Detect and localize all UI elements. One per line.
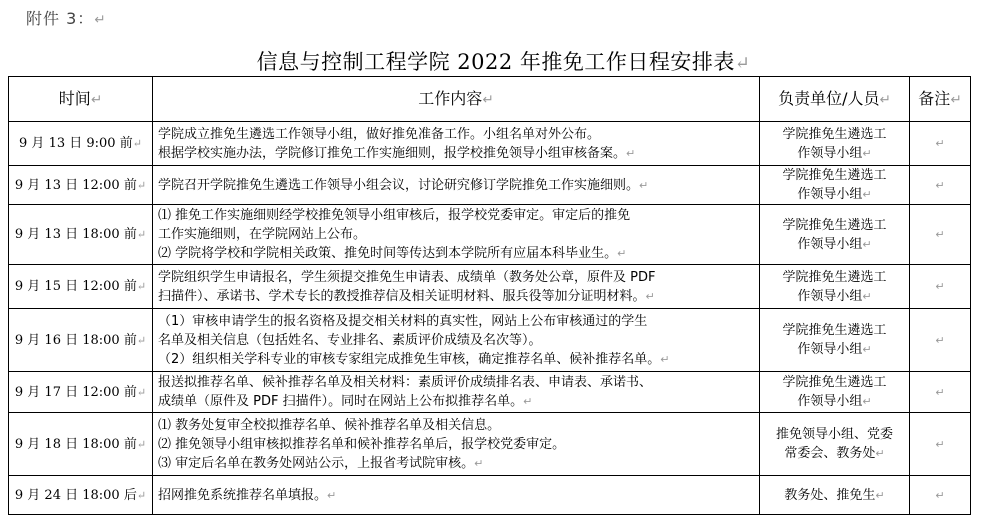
paragraph-mark-icon: ↵: [935, 488, 945, 502]
paragraph-mark-icon: ↵: [935, 178, 945, 192]
unit-cell: [760, 309, 910, 372]
unit-line: [765, 268, 904, 287]
header-time: 时间↵: [9, 77, 153, 122]
unit-text: 学院推免生遴选工: [782, 323, 887, 338]
paragraph-mark-icon: ↵: [875, 488, 885, 502]
content-cell: [153, 205, 760, 265]
unit-text: 推免领导小组、党委: [775, 427, 893, 442]
content-line: [158, 312, 754, 331]
paragraph-mark-icon: ↵: [862, 237, 872, 251]
unit-text: 学院推免生遴选工: [782, 375, 887, 390]
paragraph-mark-icon: ↵: [935, 280, 945, 293]
remark-cell: [910, 413, 971, 476]
unit-line: [765, 287, 904, 306]
content-line: [158, 144, 754, 163]
table-row: [9, 205, 971, 265]
table-header-row: [9, 77, 971, 122]
table-body: [9, 122, 971, 515]
time-cell: [9, 372, 153, 413]
paragraph-mark-icon: ↵: [862, 395, 872, 408]
content-line: [158, 331, 754, 350]
paragraph-mark-icon: ↵: [136, 333, 147, 347]
header-remark: 备注↵: [910, 77, 971, 122]
time-cell: [9, 309, 153, 372]
content-text: 工作实施细则，在学院网站上公布。: [158, 227, 367, 242]
paragraph-mark-icon: ↵: [639, 178, 649, 192]
content-line: [158, 176, 754, 195]
unit-line: [765, 340, 904, 359]
content-line: [158, 486, 754, 505]
content-text: ⑵ 学院将学校和学院相关政策、推免时间等传达到本学院所有应届本科毕业生。: [158, 246, 618, 261]
remark-cell: [910, 372, 971, 413]
paragraph-mark-icon: ↵: [879, 91, 891, 108]
paragraph-mark-icon: ↵: [474, 456, 484, 470]
time-cell: [9, 205, 153, 265]
schedule-table: [8, 76, 971, 515]
paragraph-mark-icon: ↵: [327, 488, 337, 502]
content-line: [158, 225, 754, 244]
unit-line: [765, 216, 904, 235]
remark-cell: [910, 166, 971, 205]
paragraph-mark-icon: ↵: [875, 447, 885, 460]
content-line: [158, 373, 754, 392]
time-cell: [9, 265, 153, 309]
remark-cell: [910, 122, 971, 166]
time-text: 9 月 15 日 12:00 前: [14, 279, 137, 294]
paragraph-mark-icon: ↵: [935, 228, 945, 241]
content-text: 学院组织学生申请报名，学生须提交推免生申请表、成绩单（教务处公章，原件及 PDF: [158, 269, 656, 285]
unit-line: [765, 321, 904, 340]
paragraph-mark-icon: ↵: [862, 188, 872, 201]
paragraph-mark-icon: ↵: [617, 247, 627, 260]
unit-cell: [760, 122, 910, 166]
unit-text: 作领导小组: [797, 187, 863, 202]
unit-line: [765, 185, 904, 204]
time-text: 9 月 13 日 12:00 前: [14, 177, 137, 193]
paragraph-mark-icon: ↵: [90, 91, 103, 108]
content-cell: [153, 265, 760, 309]
unit-text: 作领导小组: [797, 288, 863, 304]
content-text: 扫描件）、承诺书、学术专长的教授推荐信及相关证明材料、服兵役等加分证明材料。: [158, 288, 646, 304]
unit-text: 作领导小组: [797, 394, 863, 409]
unit-line: [765, 144, 904, 163]
unit-cell: [760, 166, 910, 205]
unit-text: 作领导小组: [797, 236, 863, 252]
unit-line: [765, 235, 904, 254]
paragraph-mark-icon: ↵: [136, 488, 147, 502]
content-text: 成绩单（原件及 PDF 扫描件）。同时在网站上公布拟推荐名单。: [158, 394, 524, 409]
paragraph-mark-icon: ↵: [660, 352, 670, 366]
paragraph-mark-icon: ↵: [136, 437, 147, 451]
content-cell: [153, 413, 760, 476]
unit-cell: [760, 372, 910, 413]
paragraph-mark-icon: ↵: [523, 395, 533, 408]
content-line: [158, 287, 754, 306]
unit-text: 学院推免生遴选工: [782, 217, 887, 233]
unit-line: [765, 392, 904, 411]
paragraph-mark-icon: ↵: [862, 146, 872, 160]
content-cell: [153, 309, 760, 372]
time-text: 9 月 18 日 18:00 前: [14, 436, 137, 452]
content-text: 学院成立推免生遴选工作领导小组，做好推免准备工作。小组名单对外公布。: [158, 126, 601, 142]
paragraph-mark-icon: ↵: [482, 91, 494, 108]
header-content: 工作内容↵: [153, 77, 760, 122]
unit-cell: [760, 413, 910, 476]
content-line: [158, 206, 754, 225]
paragraph-mark-icon: ↵: [136, 280, 147, 293]
time-text: 9 月 13 日 9:00 前: [19, 136, 133, 151]
paragraph-mark-icon: ↵: [862, 289, 872, 303]
content-cell: [153, 166, 760, 205]
remark-cell: [910, 265, 971, 309]
content-line: [158, 268, 754, 287]
unit-line: [765, 425, 904, 444]
time-text: 9 月 17 日 12:00 前: [14, 384, 137, 400]
time-cell: [9, 166, 153, 205]
unit-text: 作领导小组: [797, 342, 863, 357]
remark-cell: [910, 205, 971, 265]
paragraph-mark-icon: ↵: [136, 178, 147, 192]
content-line: [158, 435, 754, 454]
table-row: [9, 413, 971, 476]
time-cell: [9, 476, 153, 515]
unit-text: 作领导小组: [797, 145, 863, 161]
paragraph-mark-icon: ↵: [935, 137, 945, 150]
table-row: [9, 372, 971, 413]
paragraph-mark-icon: ↵: [862, 343, 872, 356]
annex-label: 附件 3：↵: [26, 9, 107, 28]
time-cell: [9, 413, 153, 476]
unit-cell: [760, 265, 910, 309]
content-text: 招网推免系统推荐名单填报。: [158, 487, 328, 503]
content-cell: [153, 476, 760, 515]
content-line: [158, 454, 754, 473]
paragraph-mark-icon: ↵: [935, 385, 945, 399]
paragraph-mark-icon: ↵: [950, 91, 962, 108]
paragraph-mark-icon: ↵: [734, 53, 751, 74]
unit-text: 学院推免生遴选工: [782, 168, 887, 183]
content-cell: [153, 372, 760, 413]
table-row: [9, 265, 971, 309]
unit-line: [765, 486, 904, 505]
unit-text: 常委会、教务处: [784, 446, 876, 461]
time-text: 9 月 16 日 18:00 前: [14, 332, 137, 348]
content-text: ⑴ 教务处复审全校拟推荐名单、候补推荐名单及相关信息。: [158, 417, 501, 433]
unit-text: 学院推免生遴选工: [782, 269, 887, 285]
table-row: [9, 309, 971, 372]
time-text: 9 月 13 日 18:00 前: [14, 227, 137, 242]
table-row: [9, 122, 971, 166]
unit-line: [765, 444, 904, 463]
content-line: [158, 392, 754, 411]
unit-text: 学院推免生遴选工: [782, 126, 887, 142]
unit-line: [765, 373, 904, 392]
unit-text: 教务处、推免生: [784, 487, 876, 503]
remark-cell: [910, 309, 971, 372]
content-line: [158, 416, 754, 435]
paragraph-mark-icon: ↵: [935, 333, 945, 347]
paragraph-mark-icon: ↵: [136, 385, 147, 399]
content-text: 报送拟推荐名单、候补推荐名单及相关材料：素质评价成绩排名表、申请表、承诺书、: [158, 375, 653, 390]
content-text: ⑴ 推免工作实施细则经学校推免领导小组审核后，报学校党委审定。审定后的推免: [158, 208, 631, 223]
content-text: （1）审核申请学生的报名资格及提交相关材料的真实性，网站上公布审核通过的学生: [158, 313, 648, 329]
content-line: [158, 350, 754, 369]
remark-cell: [910, 476, 971, 515]
content-text: ⑵ 推免领导小组审核拟推荐名单和候补推荐名单后，报学校党委审定。: [158, 436, 566, 452]
table-row: [9, 166, 971, 205]
paragraph-mark-icon: ↵: [132, 137, 142, 150]
time-cell: [9, 122, 153, 166]
paragraph-mark-icon: ↵: [94, 12, 107, 28]
unit-line: [765, 166, 904, 185]
content-text: 根据学校实施办法，学院修订推免工作实施细则，报学校推免领导小组审核备案。: [158, 145, 627, 161]
content-line: [158, 244, 754, 263]
content-text: （2）组织相关学科专业的审核专家组完成推免生审核，确定推荐名单、候补推荐名单。: [158, 351, 661, 367]
document-title: 信息与控制工程学院 2022 年推免工作日程安排表↵: [256, 50, 751, 74]
table-row: [9, 476, 971, 515]
header-unit: 负责单位/人员↵: [760, 77, 910, 122]
content-text: ⑶ 审定后名单在教务处网站公示，上报省考试院审核。: [158, 455, 475, 471]
time-text: 9 月 24 日 18:00 后: [14, 487, 137, 503]
paragraph-mark-icon: ↵: [136, 228, 147, 241]
unit-cell: [760, 205, 910, 265]
content-text: 名单及相关信息（包括姓名、专业排名、素质评价成绩及名次等）。: [158, 332, 542, 348]
paragraph-mark-icon: ↵: [626, 146, 636, 160]
unit-line: [765, 125, 904, 144]
content-text: 学院召开学院推免生遴选工作领导小组会议，讨论研究修订学院推免工作实施细则。: [158, 177, 640, 193]
content-cell: [153, 122, 760, 166]
unit-cell: [760, 476, 910, 515]
content-line: [158, 125, 754, 144]
paragraph-mark-icon: ↵: [645, 289, 655, 303]
paragraph-mark-icon: ↵: [935, 437, 945, 451]
